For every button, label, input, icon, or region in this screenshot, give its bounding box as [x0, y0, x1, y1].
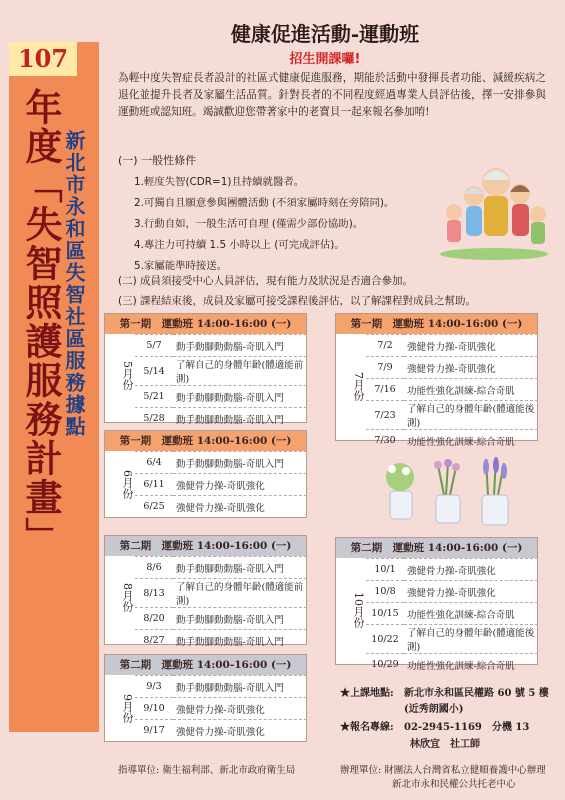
table-row: 10/15 功能性強化訓練-綜合奇肌: [366, 603, 538, 625]
schedule-block-september: [104, 654, 307, 742]
schedule-header: 第一期 運動班 14:00-16:00 (一): [336, 314, 537, 334]
potted-plants-illustration: [378, 455, 518, 530]
schedule-block-june: [104, 430, 307, 518]
schedule-header: 第二期 運動班 14:00-16:00 (一): [336, 538, 537, 558]
schedule-block-july: [335, 313, 538, 448]
schedule-block-august: [104, 535, 307, 648]
table-row: 8/13 了解自己的身體年齡(體適能前測): [135, 579, 307, 608]
organizer-text: 辦理單位: 財團法人台灣省私立健順養護中心辦理: [340, 765, 546, 776]
phone-label: ★報名專線:: [340, 722, 394, 733]
table-row: 10/29 功能性強化訓練-綜合奇肌: [366, 654, 538, 676]
phone-value: 02-2945-1169 分機 13: [404, 722, 530, 733]
table-row: 5/21 動手動腳動動腦-奇肌入門: [135, 386, 307, 408]
vertical-subtitle: 新北市永和區失智社區服務據點: [62, 130, 86, 438]
condition-item: 5.家屬能準時接送。: [134, 260, 228, 272]
month-label: 9月份: [121, 693, 134, 723]
table-row: 8/27 動手動腳動動腦-奇肌入門: [135, 630, 307, 652]
table-row: 7/23 了解自己的身體年齡(體適能後測): [366, 401, 538, 430]
schedule-block-october: [335, 537, 538, 672]
table-row: 6/4 動手動腳動動腦-奇肌入門: [135, 452, 307, 474]
page-title: 健康促進活動-運動班: [230, 22, 420, 46]
table-row: 10/1 強健骨力操-奇肌強化: [366, 559, 538, 581]
supervisor-text: 指導單位: 衛生福利部、新北市政府衛生局: [118, 765, 296, 776]
schedule-header: 第一期 運動班 14:00-16:00 (一): [105, 431, 306, 451]
table-row: 8/20 動手動腳動動腦-奇肌入門: [135, 608, 307, 630]
organizer-text-2: 新北市永和民權公共托老中心: [392, 779, 516, 790]
location-label: ★上課地點:: [340, 688, 394, 699]
table-row: 9/17 強健骨力操-奇肌強化: [135, 720, 307, 742]
table-row: 7/16 功能性強化訓練-綜合奇肌: [366, 379, 538, 401]
table-row: 7/30 功能性強化訓練-綜合奇肌: [366, 430, 538, 452]
month-label: 8月份: [121, 582, 134, 612]
table-row: 9/3 動手動腳動動腦-奇肌入門: [135, 676, 307, 698]
table-row: 10/22 了解自己的身體年齡(體適能後測): [366, 625, 538, 654]
condition-item: 3.行動自如，一般生活可自理 (僅需少部份協助)。: [134, 218, 364, 230]
schedule-header: 第二期 運動班 14:00-16:00 (一): [105, 655, 306, 675]
table-row: 9/10 強健骨力操-奇肌強化: [135, 698, 307, 720]
table-row: 5/14 了解自己的身體年齡(體適能前測): [135, 357, 307, 386]
month-label: 5月份: [121, 360, 134, 390]
schedule-header: 第一期 運動班 14:00-16:00 (一): [105, 314, 306, 334]
table-row: 5/7 動手動腳動動腦-奇肌入門: [135, 335, 307, 357]
intro-text: 為輕中度失智症長者設計的社區式健康促進服務，期能於活動中發揮長者功能、減緩疾病之退化並提升長者及家屬生活品質。針對長者的不同程度經過專業人員評估後，擇一安排參與運動班或認知班。竭誠歡迎您帶著家中的老寶貝一起來報名參加唷!: [118, 72, 546, 118]
schedule-block-may: [104, 313, 307, 426]
table-row: 7/9 強健骨力操-奇肌強化: [366, 357, 538, 379]
location-note: (近秀朗國小): [404, 704, 464, 715]
table-row: 7/2 強健骨力操-奇肌強化: [366, 335, 538, 357]
contact-person: 林欣宜 社工師: [410, 739, 480, 750]
table-row: 8/6 動手動腳動動腦-奇肌入門: [135, 557, 307, 579]
month-label: 6月份: [121, 469, 134, 499]
condition-item: 1.輕度失智(CDR=1)且持續就醫者。: [134, 176, 305, 188]
vertical-title: 年度「失智照護服務計畫」: [19, 88, 63, 556]
condition-item: 2.可獨自且願意參與團體活動 (不須家屬時刻在旁陪同)。: [134, 197, 395, 209]
table-row: 6/11 強健骨力操-奇肌強化: [135, 474, 307, 496]
month-label: 10月份: [352, 592, 365, 628]
note-item: (二) 成員須接受中心人員評估，現有能力及狀況是否適合參加。: [118, 275, 414, 287]
table-row: 6/25 強健骨力操-奇肌強化: [135, 496, 307, 518]
table-row: 5/28 動手動腳動動腦-奇肌入門: [135, 408, 307, 430]
elderly-family-illustration: [438, 160, 550, 260]
location-value: 新北市永和區民權路 60 號 5 樓: [404, 688, 549, 699]
condition-item: 4.專注力可持續 1.5 小時以上 (可完成評估)。: [134, 239, 345, 251]
table-row: 10/8 強健骨力操-奇肌強化: [366, 581, 538, 603]
conditions-heading: (一) 一般性條件: [118, 154, 197, 167]
schedule-header: 第二期 運動班 14:00-16:00 (一): [105, 536, 306, 556]
year-number: 107: [9, 42, 77, 76]
recruit-banner: 招生開課囉!: [289, 52, 361, 67]
month-label: 7月份: [352, 371, 365, 401]
note-item: (三) 課程結束後，成員及家屬可接受課程後評估，以了解課程對成員之幫助。: [118, 295, 477, 307]
